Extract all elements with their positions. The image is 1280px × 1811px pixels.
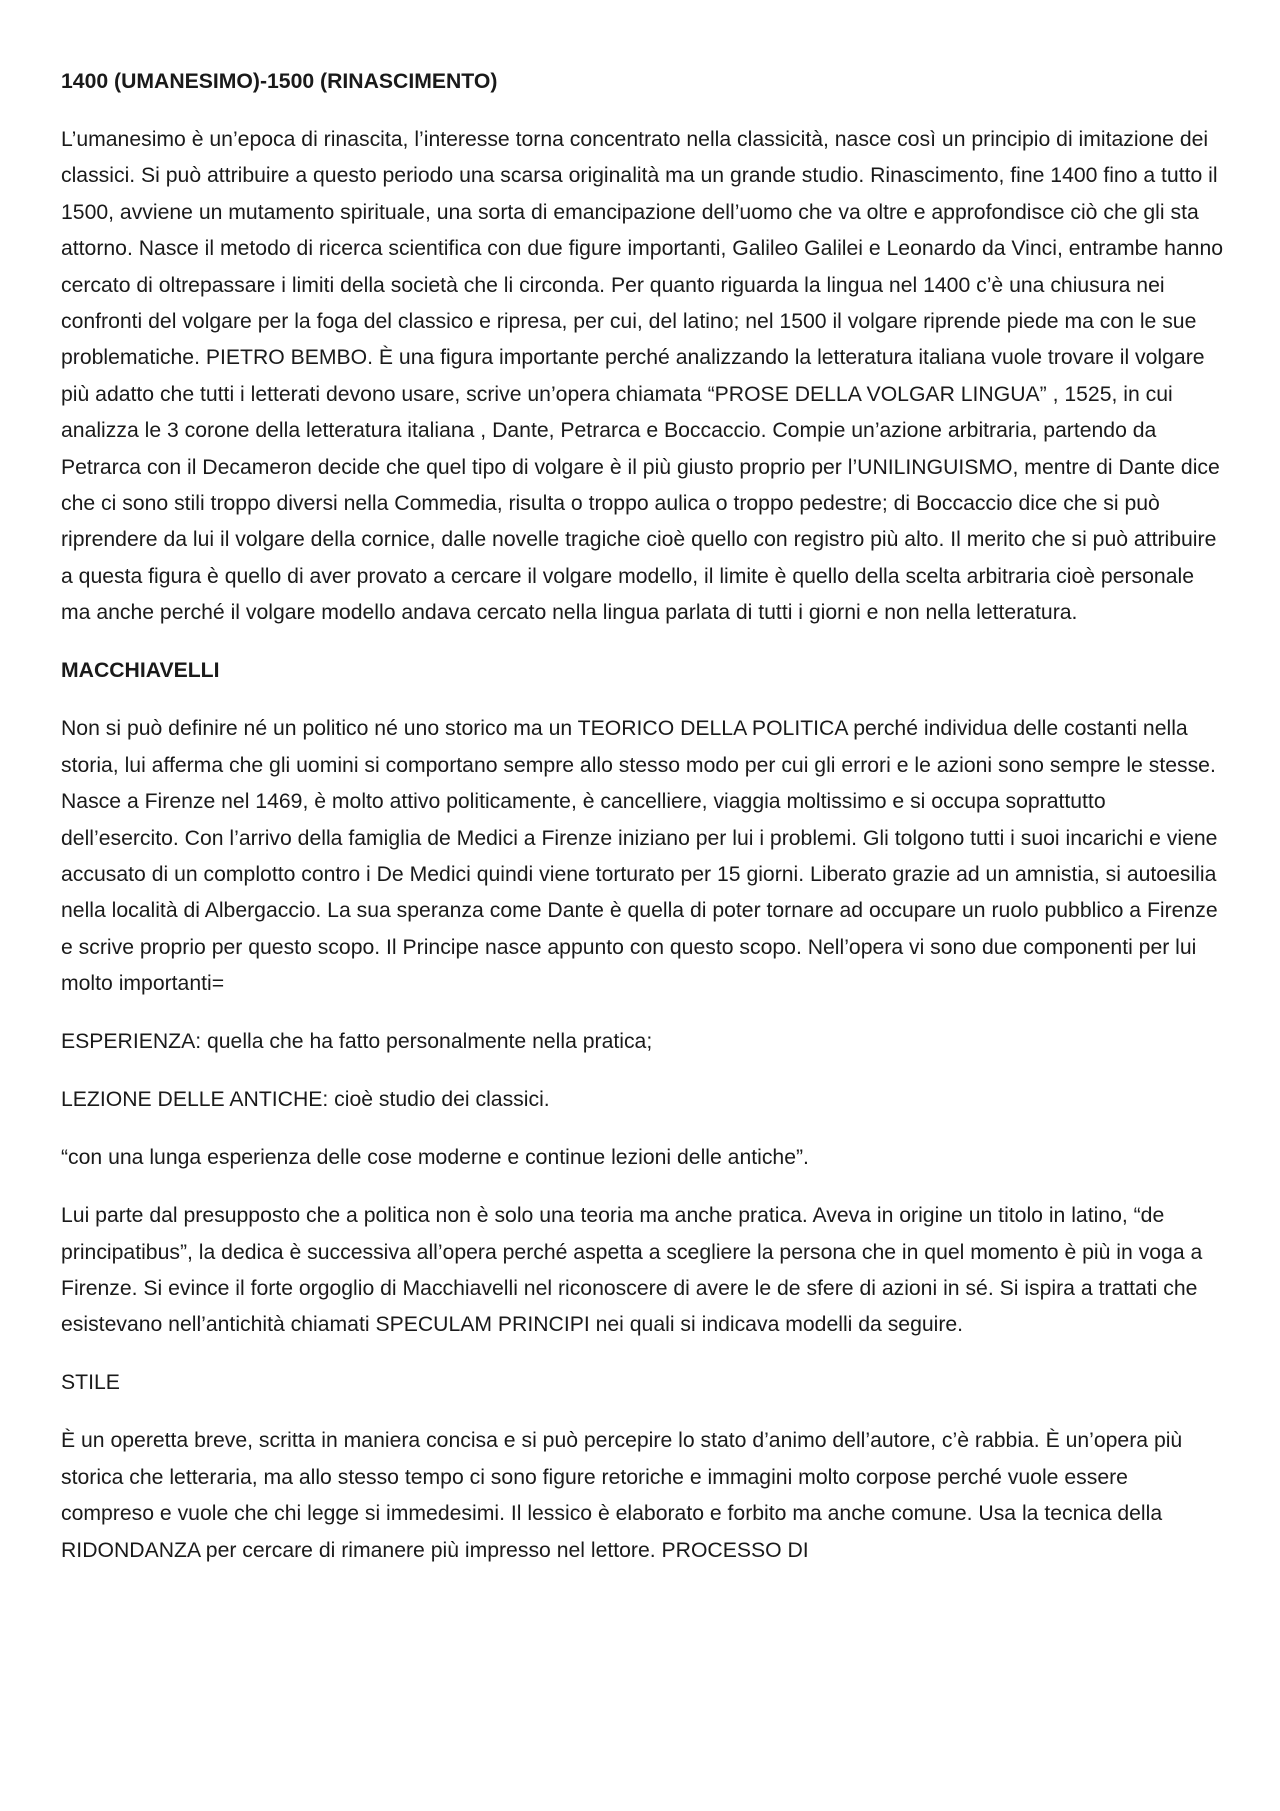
heading-macchiavelli: MACCHIAVELLI: [61, 659, 220, 683]
paragraph-esperienza: ESPERIENZA: quella che ha fatto personalmente nella pratica;: [61, 1030, 653, 1054]
heading-stile: STILE: [61, 1371, 120, 1395]
paragraph-stile: È un operetta breve, scritta in maniera concisa e si può percepire lo stato d’animo dell’autore, c’è rabbia. È un’opera più storica che letteraria, ma allo stesso tempo ci sono figure retoriche e immagini molto corpose perché vuole essere compreso e vuole che chi legge si immedesimi. Il lessico è elaborato e forbito ma anche comune. Usa la tecnica della RIDONDANZA per cercare di rimanere più impresso nel lettore. PROCESSO DI: [61, 1429, 1183, 1562]
paragraph-presupposto: Lui parte dal presupposto che a politica non è solo una teoria ma anche pratica. Aveva in origine un titolo in latino, “de principatibus”, la dedica è successiva all’opera perché aspetta a scegliere la persona che in quel momento è più in voga a Firenze. Si evince il forte orgoglio di Macchiavelli nel riconoscere di avere le de sfere di azioni in sé. Si ispira a trattati che esistevano nell’antichità chiamati SPECULAM PRINCIPI nei quali si indicava modelli da seguire.: [61, 1204, 1203, 1337]
paragraph-lezione-antiche: LEZIONE DELLE ANTICHE: cioè studio dei classici.: [61, 1088, 550, 1112]
paragraph-umanesimo: L’umanesimo è un’epoca di rinascita, l’interesse torna concentrato nella classicità, nasce così un principio di imitazione dei classici. Si può attribuire a questo periodo una scarsa originalità ma un grande studio. Rinascimento, fine 1400 fino a tutto il 1500, avviene un mutamento spirituale, una sorta di emancipazione dell’uomo che va oltre e approfondisce ciò che gli sta attorno. Nasce il metodo di ricerca scientifica con due figure importanti, Galileo Galilei e Leonardo da Vinci, entrambe hanno cercato di oltrepassare i limiti della società che li circonda. Per quanto riguarda la lingua nel 1400 c’è una chiusura nei confronti del volgare per la foga del classico e ripresa, per cui, del latino; nel 1500 il volgare riprende piede ma con le sue problematiche. PIETRO BEMBO. È una figura importante perché analizzando la letteratura italiana vuole trovare il volgare più adatto che tutti i letterati devono usare, scrive un’opera chiamata “PROSE DELLA VOLGAR LINGUA” , 1525, in cui analizza le 3 corone della letteratura italiana , Dante, Petrarca e Boccaccio. Compie un’azione arbitraria, partendo da Petrarca con il Decameron decide che quel tipo di volgare è il più giusto proprio per l’UNILINGUISMO, mentre di Dante dice che ci sono stili troppo diversi nella Commedia, risulta o troppo aulica o troppo pedestre; di Boccaccio dice che si può riprendere da lui il volgare della cornice, dalle novelle tragiche cioè quello con registro più alto. Il merito che si può attribuire a questa figura è quello di aver provato a cercare il volgare modello, il limite è quello della scelta arbitraria cioè personale ma anche perché il volgare modello andava cercato nella lingua parlata di tutti i giorni e non nella letteratura.: [61, 128, 1224, 625]
heading-umanesimo-rinascimento: 1400 (UMANESIMO)-1500 (RINASCIMENTO): [61, 70, 498, 93]
document-body: [61, 64, 1226, 1591]
paragraph-macchiavelli: Non si può definire né un politico né uno storico ma un TEORICO DELLA POLITICA perché individua delle costanti nella storia, lui afferma che gli uomini si comportano sempre allo stesso modo per cui gli errori e le azioni sono sempre le stesse. Nasce a Firenze nel 1469, è molto attivo politicamente, è cancelliere, viaggia moltissimo e si occupa soprattutto dell’esercito. Con l’arrivo della famiglia de Medici a Firenze iniziano per lui i problemi. Gli tolgono tutti i suoi incarichi e viene accusato di un complotto contro i De Medici quindi viene torturato per 15 giorni. Liberato grazie ad un amnistia, si autoesilia nella località di Albergaccio. La sua speranza come Dante è quella di poter tornare ad occupare un ruolo pubblico a Firenze e scrive proprio per questo scopo. Il Principe nasce appunto con questo scopo. Nell’opera vi sono due componenti per lui molto importanti=: [61, 717, 1218, 996]
paragraph-quote: “con una lunga esperienza delle cose moderne e continue lezioni delle antiche”.: [61, 1146, 809, 1170]
